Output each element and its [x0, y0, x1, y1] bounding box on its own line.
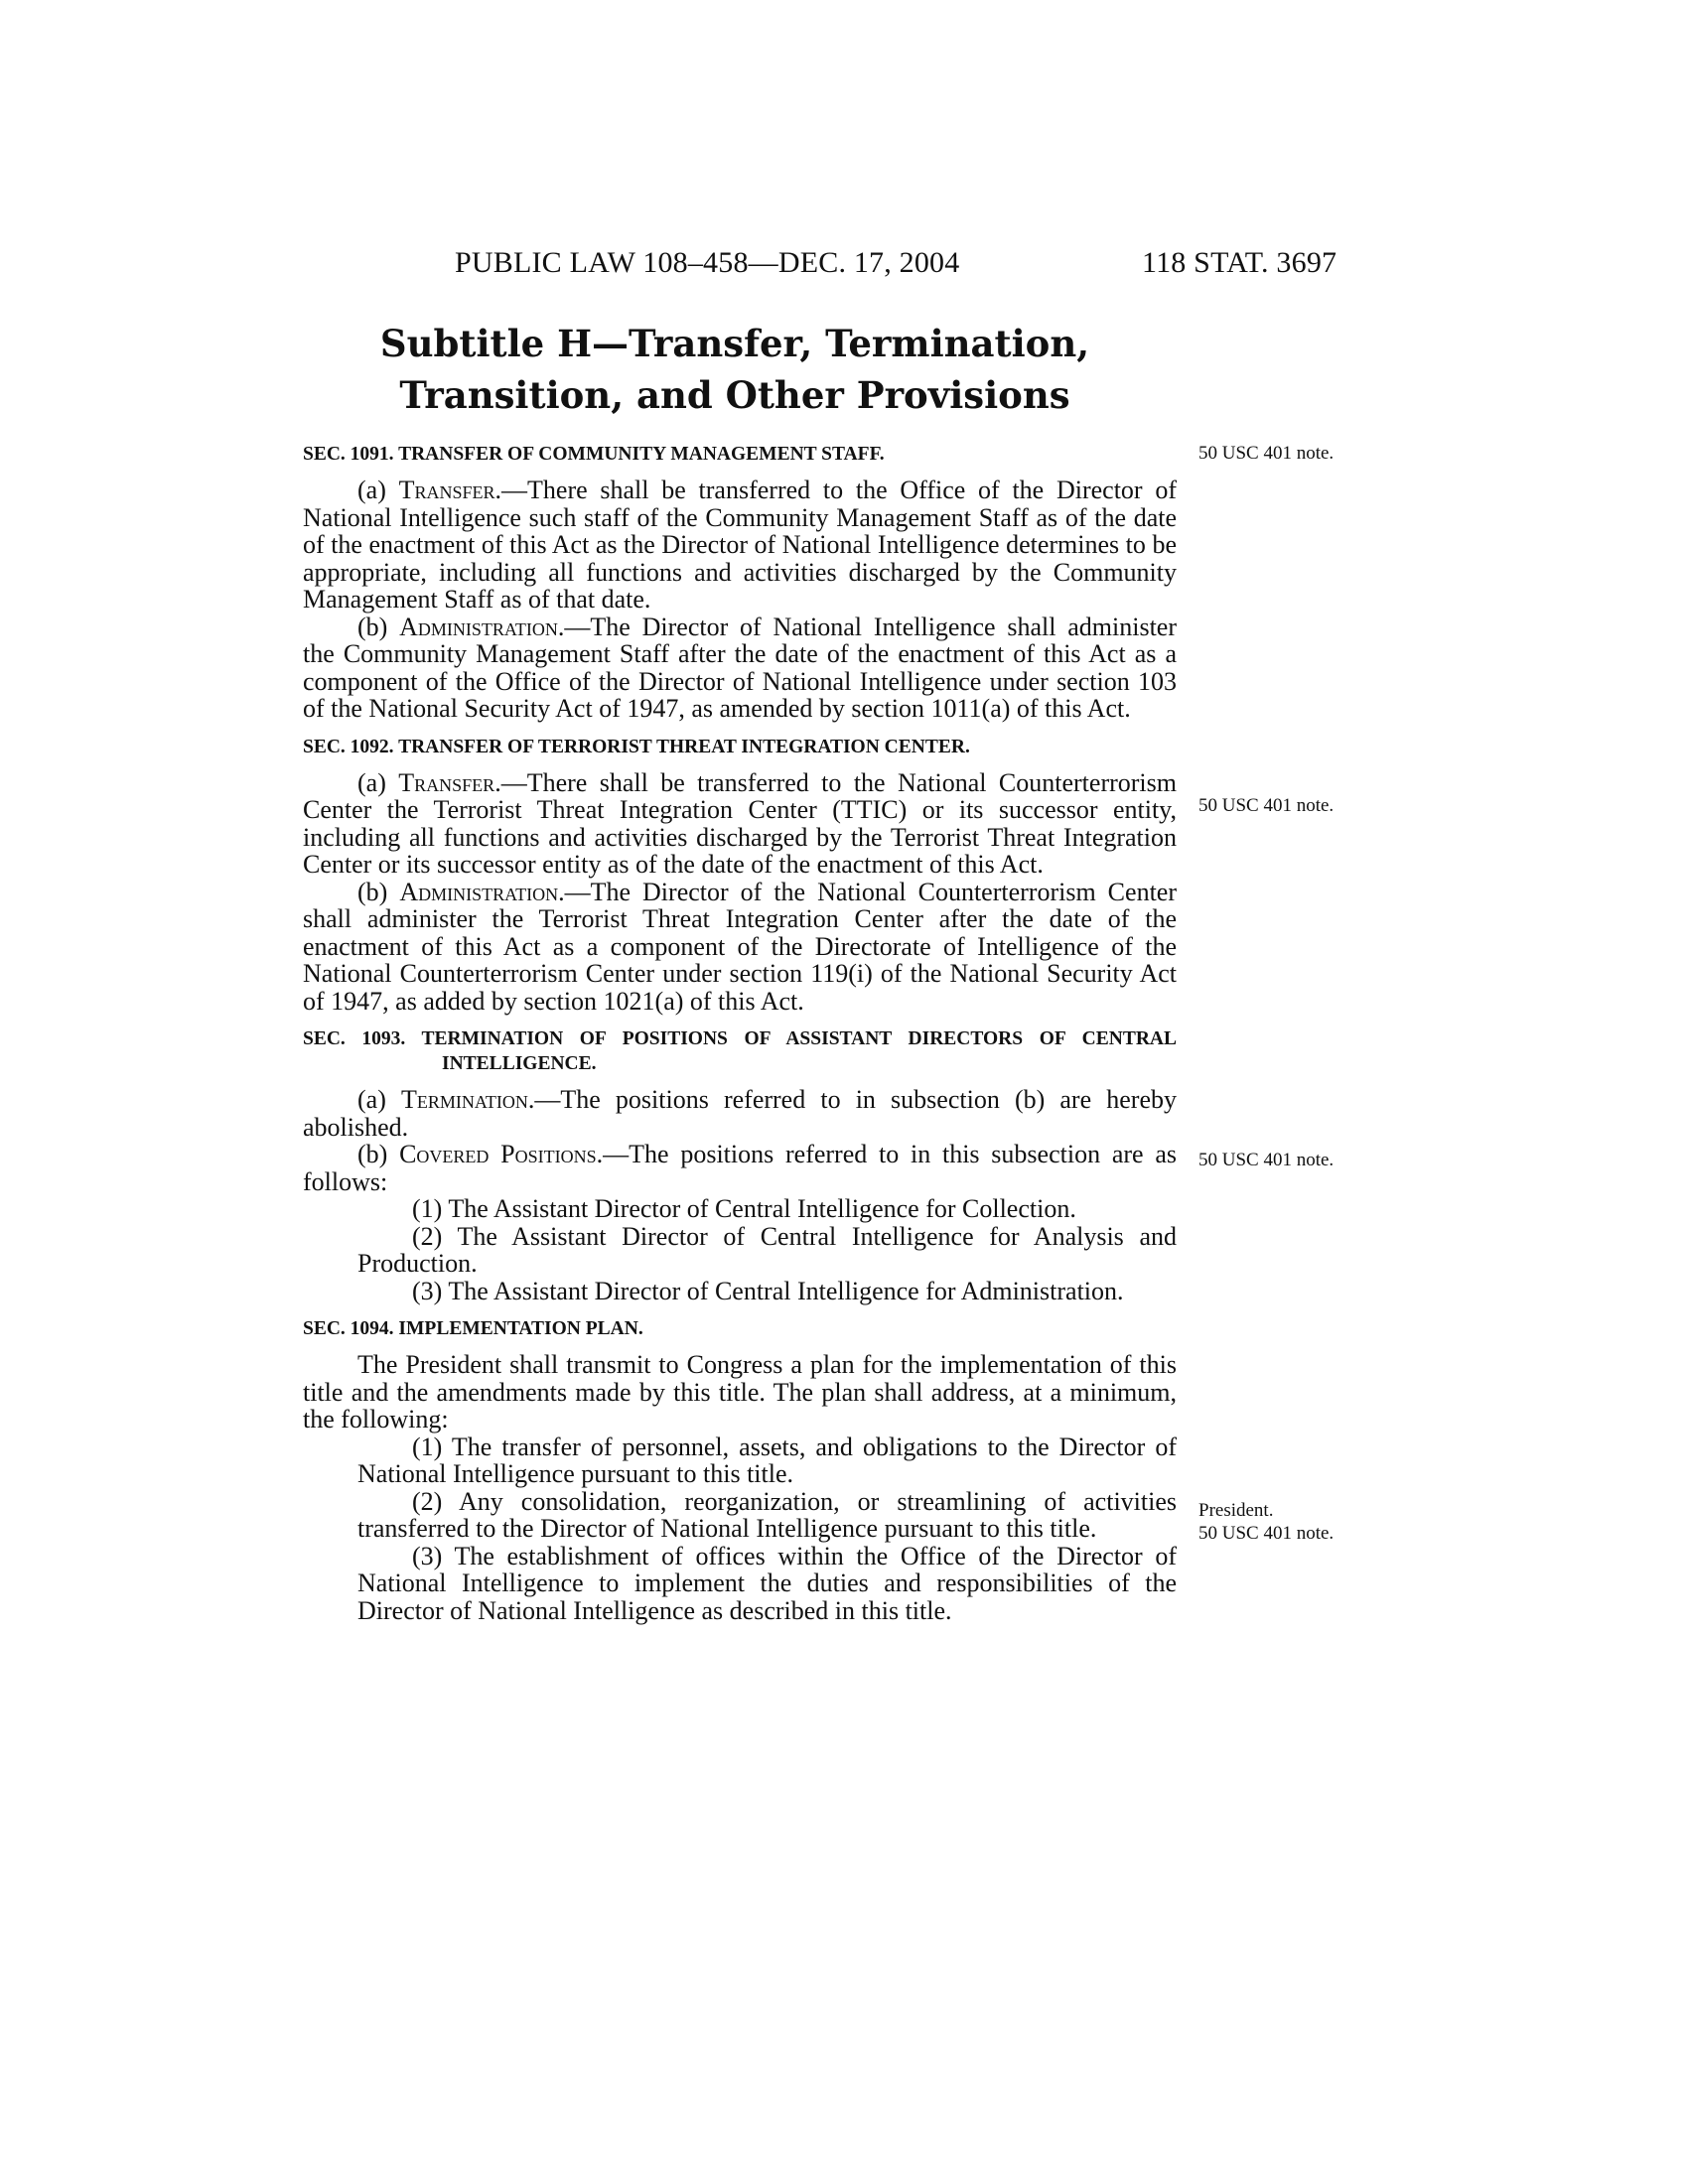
section-heading: SEC. 1094. IMPLEMENTATION PLAN. [303, 1318, 643, 1339]
page-header [0, 246, 1688, 286]
section-heading: SEC. 1091. TRANSFER OF COMMUNITY MANAGEMENT STAFF. [303, 444, 885, 465]
main-text-column [303, 442, 1177, 1624]
section-1094 [303, 1316, 1177, 1624]
list-item: (3) The Assistant Director of Central Intelligence for Administration. [412, 1276, 1124, 1305]
subsection-caption: Transfer [398, 767, 495, 797]
section-heading: SEC. 1092. TRANSFER OF TERRORIST THREAT INTEGRATION CENTER. [303, 736, 970, 757]
subsection-b: (b) Administration.—The Director of the National Counterterrorism Center shall administer the Terrorist Threat Integration Center after the date of the enactment of this Act as a component of the Directorate of Intelligence of the National Counterterrorism Center under section 119(i) of the National Security Act of 1947, as added by section 1021(a) of this Act. [303, 877, 1177, 1016]
subsection-caption: Termination [401, 1085, 528, 1114]
subsection-a: (a) Transfer.—There shall be transferred to the National Counterterrorism Center the Terrorist Threat Integration Center (TTIC) or its successor entity, including all functions and activities discharged by the Terrorist Threat Integration Center or its successor entity as of the date of the enactment of this Act. [303, 767, 1177, 879]
section-1092 [303, 735, 1177, 1016]
subsection-caption: Administration [399, 877, 559, 906]
subsection-a: (a) Termination.—The positions referred to in subsection (b) are hereby abolished. [303, 1085, 1178, 1142]
margin-note-sec-1091: 50 USC 401 note. [1198, 443, 1335, 464]
margin-note-sec-1093: 50 USC 401 note. [1198, 1150, 1335, 1170]
statute-page-number: 118 STAT. 3697 [1142, 246, 1337, 279]
section-intro: The President shall transmit to Congress a plan for the implementation of this title and the amendments made by this title. The plan shall address, at a minimum, the following: [303, 1350, 1177, 1433]
margin-note-sec-1094-president: President. [1198, 1500, 1274, 1521]
margin-note-sec-1094-usc: 50 USC 401 note. [1198, 1523, 1335, 1544]
subsection-b: (b) Covered Positions.—The positions referred to in this subsection are as follows: [303, 1140, 1177, 1196]
list-item: (3) The establishment of offices within the Office of the Director of National Intelligence to implement the duties and responsibilities of the Director of National Intelligence as described in this title. [357, 1541, 1177, 1625]
list-item: (1) The transfer of personnel, assets, and obligations to the Director of National Intelligence pursuant to this title. [357, 1432, 1177, 1488]
subsection-caption: Transfer [398, 476, 495, 504]
list-item: (2) Any consolidation, reorganization, or streamlining of activities transferred to the Director of National Intelligence pursuant to this title. [357, 1486, 1177, 1543]
margin-note-sec-1092: 50 USC 401 note. [1198, 795, 1335, 816]
subsection-caption: Covered Positions [399, 1140, 597, 1168]
subsection-caption: Administration [399, 612, 558, 641]
list-item: (1) The Assistant Director of Central Intelligence for Collection. [412, 1194, 1076, 1223]
section-heading: SEC. 1093. TERMINATION OF POSITIONS OF ASSISTANT DIRECTORS OF CENTRAL INTELLIGENCE. [303, 1028, 1177, 1074]
subtitle-line-1: Subtitle H—Transfer, Termination, [379, 322, 1090, 365]
section-1093 [303, 1026, 1177, 1304]
subsection-a: (a) Transfer.—There shall be transferred to the Office of the Director of National Intelligence such staff of the Community Management Staff as of the date of the enactment of this Act as the Director of National Intelligence determines to be appropriate, including all functions and activities discharged by the Community Management Staff as of that date. [303, 476, 1177, 614]
subtitle-heading [298, 318, 1172, 421]
subtitle-line-2: Transition, and Other Provisions [399, 373, 1070, 417]
running-head: PUBLIC LAW 108–458—DEC. 17, 2004 [455, 246, 960, 279]
section-1091 [303, 442, 1177, 723]
list-item: (2) The Assistant Director of Central Intelligence for Analysis and Production. [357, 1221, 1177, 1278]
subsection-b: (b) Administration.—The Director of National Intelligence shall administer the Community Management Staff after the date of the enactment of this Act as a component of the Office of the Director of National Intelligence under section 103 of the National Security Act of 1947, as amended by section 1011(a) of this Act. [303, 612, 1177, 723]
